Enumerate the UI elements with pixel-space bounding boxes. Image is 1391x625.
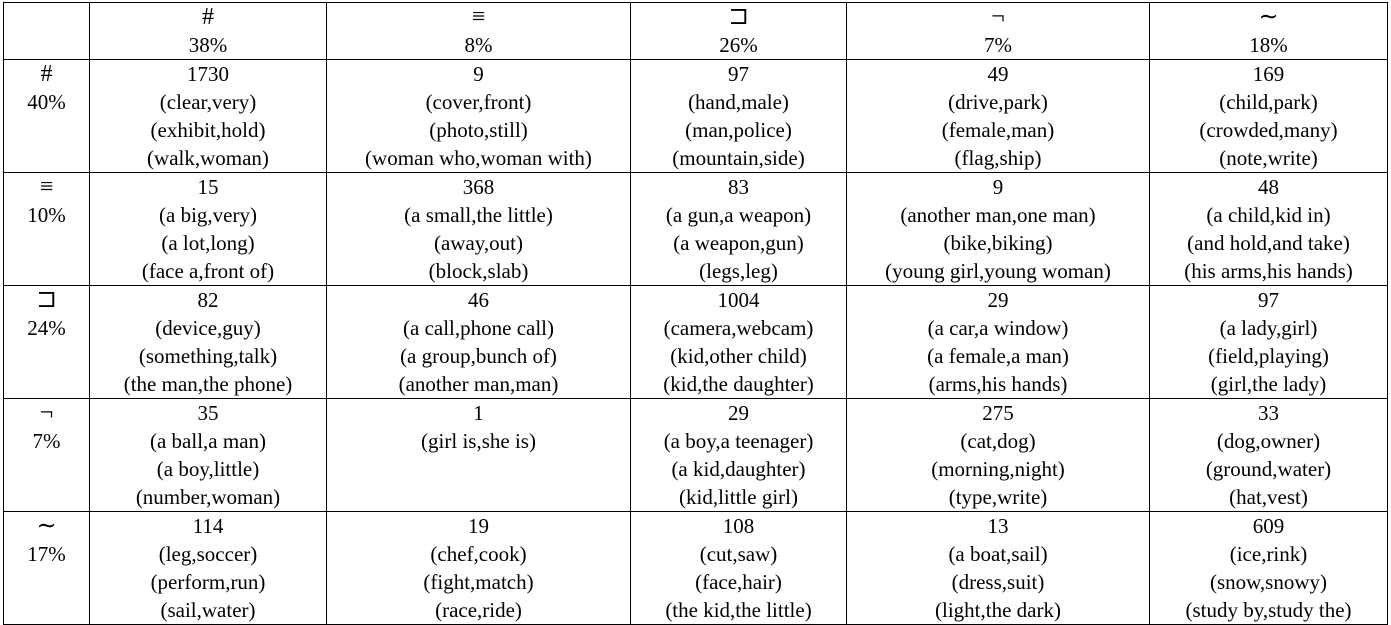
header-row	[4, 3, 1388, 60]
word-pair: (a lady,girl)	[1219, 316, 1318, 340]
row-header: # 40%	[4, 60, 90, 173]
cell-count: 114	[192, 514, 224, 538]
word-pair: (dress,suit)	[951, 570, 1045, 594]
cell-count: 13	[987, 514, 1009, 538]
word-pair: (block,slab)	[428, 259, 529, 283]
cell-count: 19	[468, 514, 489, 538]
word-pair: (the kid,the little)	[665, 598, 812, 622]
word-pair: (kid,the daughter)	[663, 372, 814, 396]
word-pair: (girl,the lady)	[1210, 372, 1327, 396]
word-pair: (ground,water)	[1205, 457, 1332, 481]
table-cell	[327, 173, 631, 286]
word-pair: (female,man)	[941, 118, 1055, 142]
column-header: ≡ 8%	[327, 3, 631, 60]
word-pair	[331, 455, 626, 483]
word-pair: (a boat,sail)	[948, 542, 1048, 566]
table-cell	[631, 399, 847, 512]
word-pair: (field,playing)	[1208, 344, 1329, 368]
table-row	[4, 286, 1388, 399]
word-pair: (number,woman)	[135, 485, 281, 509]
word-pair: (study by,study the)	[1185, 598, 1352, 622]
row-header: ≡ 10%	[4, 173, 90, 286]
word-pair: (cover,front)	[425, 90, 532, 114]
table-row	[4, 512, 1388, 625]
cell-count: 108	[722, 514, 755, 538]
word-pair: (a car,a window)	[927, 316, 1069, 340]
cell-count: 368	[462, 175, 495, 199]
word-pair	[331, 483, 626, 511]
word-pair: (his arms,his hands)	[1184, 259, 1353, 283]
word-pair: (fight,match)	[423, 570, 534, 594]
word-pair: (girl is,she is)	[421, 429, 536, 453]
word-pair: (light,the dark)	[935, 598, 1061, 622]
word-pair: (type,write)	[948, 485, 1048, 509]
cell-count: 9	[992, 175, 1004, 199]
table-cell	[90, 173, 327, 286]
table-cell	[847, 173, 1150, 286]
word-pair: (a kid,daughter)	[671, 457, 806, 481]
table-cell	[847, 286, 1150, 399]
cell-count: 275	[982, 401, 1014, 425]
word-pair: (morning,night)	[931, 457, 1065, 481]
table-cell	[327, 286, 631, 399]
word-pair: (arms,his hands)	[928, 372, 1068, 396]
word-pair: (woman who,woman with)	[365, 146, 592, 170]
table-cell	[631, 173, 847, 286]
table-body	[4, 60, 1388, 625]
table-cell	[1150, 60, 1388, 173]
row-header: ∼ 17%	[4, 512, 90, 625]
word-pair: (a call,phone call)	[403, 316, 554, 340]
word-pair: (photo,still)	[429, 118, 528, 142]
table-cell	[1150, 399, 1388, 512]
word-pair: (leg,soccer)	[158, 542, 258, 566]
cell-count: 35	[197, 401, 219, 425]
word-pair: (chef,cook)	[430, 542, 527, 566]
word-pair: (mountain,side)	[672, 146, 805, 170]
cell-count: 9	[473, 62, 484, 86]
word-pair: (race,ride)	[435, 598, 522, 622]
word-pair: (another man,one man)	[900, 203, 1096, 227]
cell-count: 46	[468, 288, 489, 312]
word-pair: (a group,bunch of)	[400, 344, 557, 368]
cell-count: 97	[728, 62, 749, 86]
column-header: ⊐ 26%	[631, 3, 847, 60]
table-cell	[1150, 286, 1388, 399]
cell-count: 169	[1252, 62, 1285, 86]
table-cell	[1150, 512, 1388, 625]
word-pair: (legs,leg)	[699, 259, 778, 283]
word-pair: (dog,owner)	[1216, 429, 1321, 453]
cell-count: 29	[987, 288, 1009, 312]
cell-count: 1004	[717, 288, 760, 312]
cell-count: 33	[1258, 401, 1279, 425]
word-pair: (child,park)	[1219, 90, 1318, 114]
column-header: ¬ 7%	[847, 3, 1150, 60]
table-row	[4, 173, 1388, 286]
word-pair: (away,out)	[433, 231, 523, 255]
corner-cell	[4, 3, 90, 60]
word-pair: (a boy,a teenager)	[663, 429, 814, 453]
word-pair: (cat,dog)	[960, 429, 1036, 453]
table-cell	[631, 60, 847, 173]
word-pair: (note,write)	[1219, 146, 1318, 170]
word-pair: (young girl,young woman)	[885, 259, 1111, 283]
row-header: ¬ 7%	[4, 399, 90, 512]
word-pair: (hand,male)	[688, 90, 789, 114]
table-cell	[847, 60, 1150, 173]
cell-count: 48	[1258, 175, 1279, 199]
word-pair: (a weapon,gun)	[673, 231, 804, 255]
table-cell	[90, 512, 327, 625]
table-cell	[327, 60, 631, 173]
word-pair: (another man,man)	[398, 372, 559, 396]
word-pair: (exhibit,hold)	[150, 118, 266, 142]
word-pair: (face a,front of)	[141, 259, 275, 283]
column-header: # 38%	[90, 3, 327, 60]
table-cell	[1150, 173, 1388, 286]
word-pair: (a lot,long)	[161, 231, 255, 255]
confusion-table	[3, 2, 1388, 625]
word-pair: (face,hair)	[695, 570, 782, 594]
word-pair: (snow,snowy)	[1209, 570, 1328, 594]
word-pair: (drive,park)	[948, 90, 1048, 114]
word-pair: (hat,vest)	[1229, 485, 1308, 509]
column-header: ∼ 18%	[1150, 3, 1388, 60]
cell-count: 609	[1252, 514, 1285, 538]
cell-count: 82	[197, 288, 219, 312]
table-row	[4, 399, 1388, 512]
table-cell	[90, 286, 327, 399]
cell-count: 15	[197, 175, 219, 199]
word-pair: (a small,the little)	[404, 203, 553, 227]
cell-count: 1	[473, 401, 484, 425]
word-pair: (perform,run)	[150, 570, 266, 594]
table-cell	[631, 512, 847, 625]
word-pair: (crowded,many)	[1199, 118, 1338, 142]
word-pair: (kid,little girl)	[679, 485, 798, 509]
cell-count: 1730	[187, 62, 229, 86]
table-row	[4, 60, 1388, 173]
word-pair: (man,police)	[685, 118, 792, 142]
word-pair: (bike,biking)	[943, 231, 1053, 255]
word-pair: (a child,kid in)	[1206, 203, 1331, 227]
word-pair: (a boy,little)	[156, 457, 260, 481]
word-pair: (device,guy)	[155, 316, 261, 340]
table-cell	[847, 399, 1150, 512]
word-pair: (kid,other child)	[670, 344, 807, 368]
table-cell	[847, 512, 1150, 625]
cell-count: 49	[987, 62, 1009, 86]
word-pair: (cut,saw)	[699, 542, 778, 566]
word-pair: (a female,a man)	[927, 344, 1069, 368]
table-cell	[327, 512, 631, 625]
table-cell	[631, 286, 847, 399]
word-pair: (a big,very)	[159, 203, 257, 227]
cell-count: 29	[728, 401, 749, 425]
table-cell	[90, 60, 327, 173]
row-header: ⊐ 24%	[4, 286, 90, 399]
word-pair: (ice,rink)	[1229, 542, 1308, 566]
word-pair: (clear,very)	[159, 90, 257, 114]
word-pair: (and hold,and take)	[1187, 231, 1350, 255]
word-pair: (a ball,a man)	[149, 429, 267, 453]
cell-count: 97	[1258, 288, 1279, 312]
cell-count: 83	[728, 175, 749, 199]
word-pair: (the man,the phone)	[123, 372, 293, 396]
table-cell	[327, 399, 631, 512]
word-pair: (something,talk)	[138, 344, 278, 368]
word-pair: (a gun,a weapon)	[665, 203, 812, 227]
word-pair: (walk,woman)	[147, 146, 269, 170]
word-pair: (flag,ship)	[954, 146, 1042, 170]
table-cell	[90, 399, 327, 512]
word-pair: (camera,webcam)	[663, 316, 814, 340]
word-pair: (sail,water)	[160, 598, 256, 622]
